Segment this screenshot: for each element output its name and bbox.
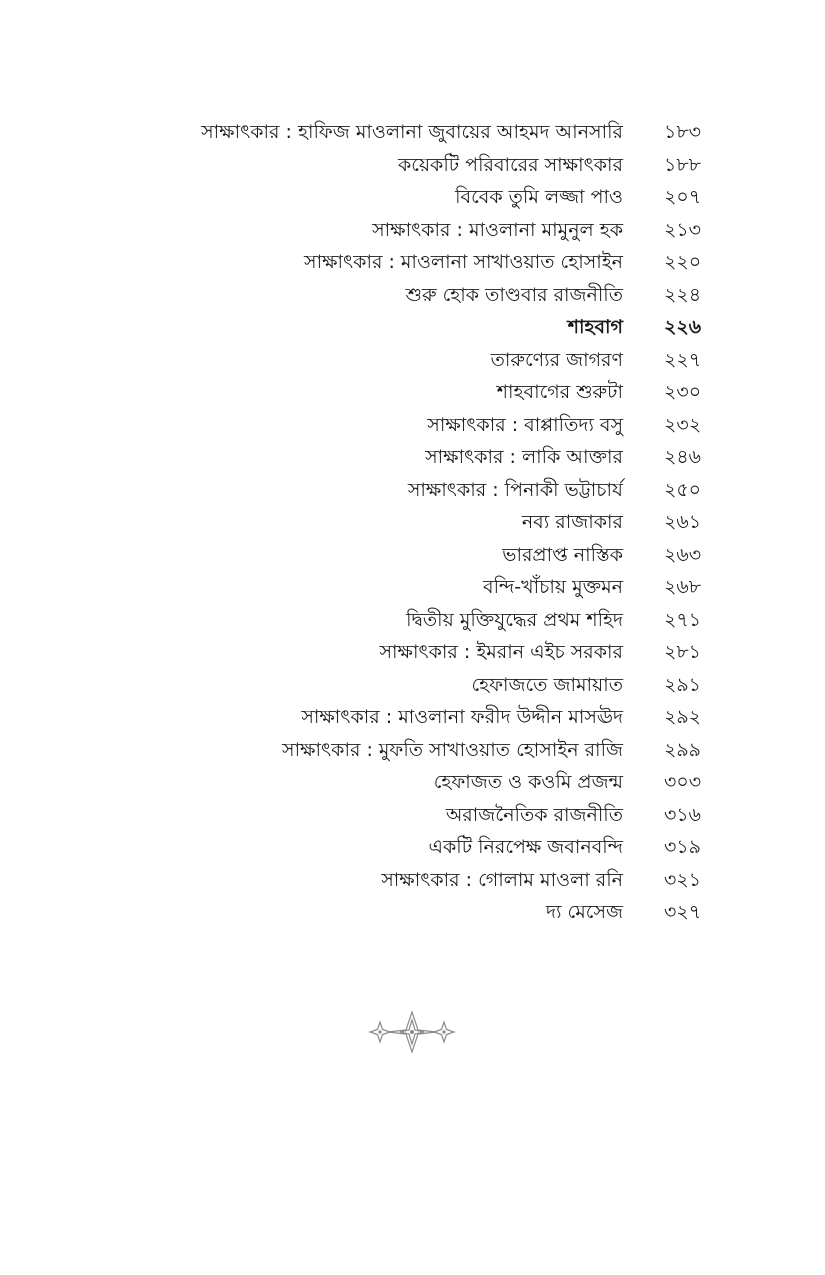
toc-entry	[0, 376, 825, 409]
toc-entry	[0, 181, 825, 214]
toc-entry-title: সাক্ষাৎকার : মাওলানা সাখাওয়াত হোসাইন	[304, 251, 623, 273]
toc-entry	[0, 734, 825, 767]
toc-entry-page-number: ২৯৯	[664, 738, 702, 761]
toc-entry-title: হেফাজত ও কওমি প্রজন্ম	[433, 771, 623, 793]
diamond-star-ornament-icon	[362, 1008, 462, 1056]
toc-entry-title: হেফাজতে জামায়াত	[471, 673, 623, 696]
toc-entry-title: ভারপ্রাপ্ত নাস্তিক	[502, 543, 623, 566]
toc-entry-page-number: ১৮৮	[664, 153, 701, 176]
toc-entry-title: সাক্ষাৎকার : গোলাম মাওলা রনি	[381, 868, 623, 891]
toc-entry	[0, 344, 825, 377]
toc-entry-title: কয়েকটি পরিবারের সাক্ষাৎকার	[397, 153, 623, 176]
toc-entry	[0, 669, 825, 702]
toc-entry-title: শাহবাগ	[567, 316, 623, 338]
toc-entry	[0, 506, 825, 539]
toc-entry-page-number: ২৫০	[664, 478, 702, 501]
toc-entry	[0, 539, 825, 572]
toc-entry-page-number: ২২৭	[664, 348, 702, 371]
toc-entry-page-number: ২১৩	[664, 218, 702, 241]
toc-entry	[0, 571, 825, 604]
toc-entry-page-number: ২৯১	[664, 673, 702, 696]
toc-entry	[0, 831, 825, 864]
toc-entry-title: দ্বিতীয় মুক্তিযুদ্ধের প্রথম শহিদ	[406, 608, 623, 631]
toc-entry-page-number: ২৪৬	[664, 446, 702, 468]
toc-entry-title: সাক্ষাৎকার : মাওলানা মামুনুল হক	[372, 218, 623, 241]
toc-entry-page-number: ২৩২	[664, 413, 702, 436]
toc-entry-title: অরাজনৈতিক রাজনীতি	[445, 803, 623, 826]
toc-entry-page-number: ৩২১	[664, 868, 702, 891]
toc-entry-title: একটি নিরপেক্ষ জবানবন্দি	[428, 836, 623, 858]
toc-entry	[0, 214, 825, 247]
toc-entry-title: সাক্ষাৎকার : লাকি আক্তার	[425, 446, 623, 468]
toc-entry-title: নব্য রাজাকার	[521, 511, 623, 533]
toc-entry-page-number: ২০৭	[664, 186, 702, 208]
toc-entry-page-number: ২৮১	[664, 641, 702, 663]
toc-entry	[0, 604, 825, 637]
toc-entry	[0, 474, 825, 507]
toc-entry	[0, 441, 825, 474]
toc-entry-page-number: ৩০৩	[664, 771, 702, 793]
toc-entry	[0, 279, 825, 312]
toc-entry-page-number: ২৬৩	[664, 543, 702, 566]
table-of-contents	[0, 116, 825, 929]
toc-entry	[0, 636, 825, 669]
toc-entry-page-number: ২৬১	[664, 511, 702, 533]
toc-entry-page-number: ২৩০	[664, 381, 702, 403]
toc-entry-page-number: ২৭১	[664, 608, 702, 631]
toc-entry	[0, 799, 825, 832]
toc-entry	[0, 116, 825, 149]
toc-entry-page-number: ৩১৯	[664, 836, 702, 858]
toc-entry-page-number: ৩২৭	[664, 901, 702, 923]
toc-entry-title: বন্দি-খাঁচায় মুক্তমন	[483, 576, 623, 598]
toc-entry-page-number: ২২৬	[664, 316, 702, 338]
toc-entry-title: তারুণ্যের জাগরণ	[490, 348, 623, 371]
toc-entry-title: সাক্ষাৎকার : মাওলানা ফরীদ উদ্দীন মাসঊদ	[301, 706, 623, 728]
toc-entry-title: দ্য মেসেজ	[546, 901, 623, 923]
toc-entry-title: সাক্ষাৎকার : পিনাকী ভট্টাচার্য	[407, 478, 623, 501]
toc-entry-title: শাহবাগের শুরুটা	[496, 381, 623, 403]
toc-entry	[0, 896, 825, 929]
toc-entry-page-number: ২৯২	[664, 706, 702, 728]
toc-entry	[0, 149, 825, 182]
toc-entry-title: বিবেক তুমি লজ্জা পাও	[455, 186, 623, 208]
toc-entry	[0, 246, 825, 279]
toc-entry	[0, 766, 825, 799]
toc-section-heading	[0, 311, 825, 344]
toc-entry-title: সাক্ষাৎকার : ইমরান এইচ সরকার	[379, 641, 623, 663]
toc-entry	[0, 864, 825, 897]
toc-entry-title: শুরু হোক তাণ্ডবার রাজনীতি	[405, 283, 623, 306]
toc-entry-page-number: ২৬৮	[664, 576, 702, 598]
toc-entry-page-number: ১৮৩	[664, 121, 702, 143]
toc-entry-title: সাক্ষাৎকার : বাপ্পাতিদ্য বসু	[427, 413, 623, 436]
toc-entry-page-number: ২২০	[664, 251, 702, 273]
toc-entry	[0, 409, 825, 442]
toc-entry-title: সাক্ষাৎকার : মুফতি সাখাওয়াত হোসাইন রাজি	[282, 738, 623, 761]
toc-entry	[0, 701, 825, 734]
toc-entry-page-number: ৩১৬	[664, 803, 702, 826]
toc-entry-title: সাক্ষাৎকার : হাফিজ মাওলানা জুবায়ের আহমদ আনসারি	[201, 121, 623, 143]
toc-entry-page-number: ২২৪	[664, 283, 702, 306]
